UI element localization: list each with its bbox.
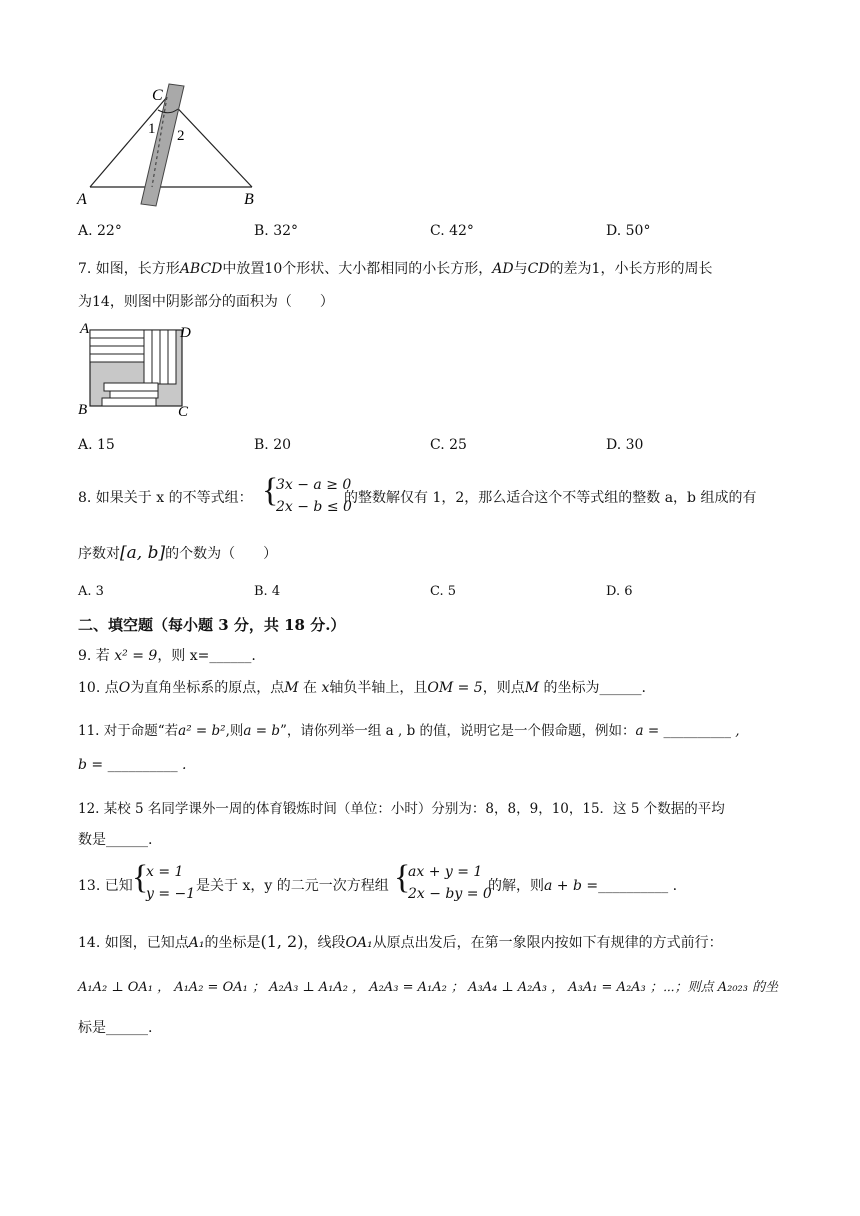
q9-eq: x² = 9 bbox=[114, 648, 158, 664]
strip-h2 bbox=[90, 338, 144, 346]
q7-num: 10 bbox=[264, 261, 283, 277]
q7-line2 bbox=[78, 291, 334, 311]
q7-text: 个形状、大小都相同的小长方形， bbox=[282, 261, 493, 277]
q9-text: 9. 若 bbox=[78, 648, 110, 664]
q10-text: 轴负半轴上，且 bbox=[329, 680, 428, 696]
q13-c bbox=[488, 875, 677, 895]
q7-text: 为 bbox=[78, 294, 92, 310]
q10-eq: OM = 5 bbox=[427, 680, 483, 696]
q7-cd: CD bbox=[527, 261, 550, 277]
q8-line2 bbox=[78, 543, 277, 563]
q11-line1 bbox=[78, 719, 740, 739]
q6-figure bbox=[72, 80, 272, 212]
q8-suffix: 的整数解仅有 1，2，那么适合这个不等式组的整数 a，b 组成的有 bbox=[344, 490, 757, 506]
strip-v3 bbox=[160, 330, 168, 384]
q13-brace2: { bbox=[394, 859, 411, 896]
q7-num: 1 bbox=[591, 261, 601, 277]
q10-text: 为直角坐标系的原点，点 bbox=[130, 680, 285, 696]
q13-blank: __________ . bbox=[598, 878, 678, 894]
q11-answer-a: a = __________ , bbox=[635, 723, 740, 739]
label-a: A bbox=[77, 191, 87, 208]
label-b: B bbox=[244, 191, 254, 208]
q13-b: 是关于 x，y 的二元一次方程组 bbox=[196, 878, 389, 894]
section-heading: 二、填空题（每小题 3 分，共 18 分.） bbox=[78, 616, 346, 634]
q10-m: M bbox=[284, 680, 299, 696]
q13-s2: y = −1 bbox=[146, 886, 196, 902]
q14-line2: A₁A₂ ⊥ OA₁ ， A₁A₂ = OA₁ ； A₂A₃ ⊥ A₁A₂ ， A₂A₃ = A₁A₂ ； A₃A₄ ⊥ A₂A₃ ， A₃A₁ = A₂A₃ ；⋯；则点 A₂₀₂₃ 的坐 bbox=[78, 980, 779, 995]
q8-text: 序数对 bbox=[78, 546, 120, 562]
q12-line2: 数是______. bbox=[78, 832, 153, 848]
q6-option-b: B. 32° bbox=[254, 223, 299, 239]
label-c: C bbox=[152, 87, 163, 104]
q6-option-a: A. 22° bbox=[78, 223, 122, 239]
q7-figure bbox=[74, 320, 204, 420]
q7-option-a: A. 15 bbox=[78, 437, 115, 453]
q7-text: 的差为 bbox=[549, 261, 592, 277]
strip-h3 bbox=[90, 346, 144, 354]
strip-h4 bbox=[90, 354, 144, 362]
q7-num: 14 bbox=[92, 294, 110, 310]
q14-point: (1, 2) bbox=[260, 932, 304, 951]
q7-text: 7. 如图，长方形 bbox=[78, 261, 180, 277]
q7-abcd: ABCD bbox=[179, 261, 223, 277]
q14-text: ，线段 bbox=[303, 935, 346, 951]
q8-ineq1: 3x − a ≥ 0 bbox=[276, 477, 352, 493]
q14-oa1: OA₁ bbox=[345, 935, 373, 951]
q9 bbox=[78, 645, 256, 665]
q14-a1: A₁ bbox=[188, 935, 205, 951]
q8-option-a: A. 3 bbox=[78, 584, 104, 599]
q6-option-c: C. 42° bbox=[430, 223, 474, 239]
q11-text: ,则 bbox=[225, 723, 244, 739]
q13-text: 的解，则 bbox=[488, 878, 544, 894]
q13-s1: x = 1 bbox=[146, 864, 184, 880]
q11-eq2: a = b bbox=[243, 723, 280, 739]
label-c: C bbox=[178, 404, 189, 420]
strip-b2 bbox=[110, 391, 158, 398]
q10-o: O bbox=[118, 680, 131, 696]
q10-text: ，则点 bbox=[482, 680, 525, 696]
q9-text: ，则 x=______. bbox=[157, 648, 256, 664]
q8-pair: [a, b] bbox=[120, 543, 166, 563]
q8-system bbox=[276, 474, 352, 518]
q14-line1 bbox=[78, 932, 723, 952]
q7-text: 与 bbox=[513, 261, 528, 277]
label-1: 1 bbox=[148, 121, 156, 137]
q14-text: 14. 如图，已知点 bbox=[78, 935, 189, 951]
q14-text: 的坐标是 bbox=[204, 935, 261, 951]
q13-e2: 2x − by = 0 bbox=[408, 886, 492, 902]
strip-v2 bbox=[152, 330, 160, 384]
q11-answer-b: b = __________ . bbox=[78, 757, 187, 773]
q13-a: 13. 已知 bbox=[78, 878, 133, 894]
q14-text: 从原点出发后，在第一象限内按如下有规律的方式前行： bbox=[372, 935, 723, 951]
q7-text: 中放置 bbox=[222, 261, 265, 277]
q7-text: ，则图中阴影部分的面积为（ ） bbox=[109, 294, 334, 310]
q8-brace: { bbox=[262, 472, 279, 509]
label-b: B bbox=[78, 402, 88, 418]
q10 bbox=[78, 677, 646, 697]
q8-text: 的个数为（ ） bbox=[165, 546, 278, 562]
q7-option-c: C. 25 bbox=[430, 437, 467, 453]
strip-b3 bbox=[102, 398, 156, 406]
strip-v4 bbox=[168, 330, 176, 384]
q7-line1 bbox=[78, 258, 712, 278]
q8-option-b: B. 4 bbox=[254, 584, 281, 599]
q10-text: 10. 点 bbox=[78, 680, 119, 696]
q13-eq: a + b = bbox=[544, 878, 599, 894]
q7-ad: AD bbox=[492, 261, 514, 277]
q13-e1: ax + y = 1 bbox=[408, 864, 483, 880]
q14-line3: 标是______. bbox=[78, 1020, 153, 1036]
q6-option-d: D. 50° bbox=[606, 223, 651, 239]
q13-brace1: { bbox=[132, 859, 149, 896]
q7-option-d: D. 30 bbox=[606, 437, 644, 453]
q8-option-c: C. 5 bbox=[430, 584, 457, 599]
q10-text: 的坐标为______. bbox=[543, 680, 646, 696]
q8-prefix: 8. 如果关于 x 的不等式组： bbox=[78, 490, 253, 506]
strip-h1 bbox=[90, 330, 144, 338]
q8-ineq2: 2x − b ≤ 0 bbox=[276, 499, 352, 515]
q8-option-d: D. 6 bbox=[606, 584, 633, 599]
q10-text: 在 bbox=[303, 680, 317, 696]
label-a: A bbox=[80, 321, 90, 337]
q12-line1: 12. 某校 5 名同学课外一周的体育锻炼时间（单位：小时）分别为：8，8，9，10，15．这 5 个数据的平均 bbox=[78, 801, 725, 817]
q10-m: M bbox=[524, 680, 540, 696]
strip-v1 bbox=[144, 330, 152, 384]
strip-b1 bbox=[104, 383, 158, 391]
q11-eq1: a² = b² bbox=[178, 723, 226, 739]
q7-option-b: B. 20 bbox=[254, 437, 292, 453]
q11-text: ”，请你列举一组 a , b 的值，说明它是一个假命题，例如： bbox=[279, 723, 636, 739]
label-2: 2 bbox=[177, 128, 185, 144]
q13-solution bbox=[146, 861, 195, 905]
q13-system bbox=[408, 861, 492, 905]
label-d: D bbox=[180, 325, 191, 341]
q7-text: ，小长方形的周长 bbox=[600, 261, 713, 277]
q11-text: 11. 对于命题“若 bbox=[78, 723, 179, 739]
q10-x: x bbox=[321, 680, 330, 696]
